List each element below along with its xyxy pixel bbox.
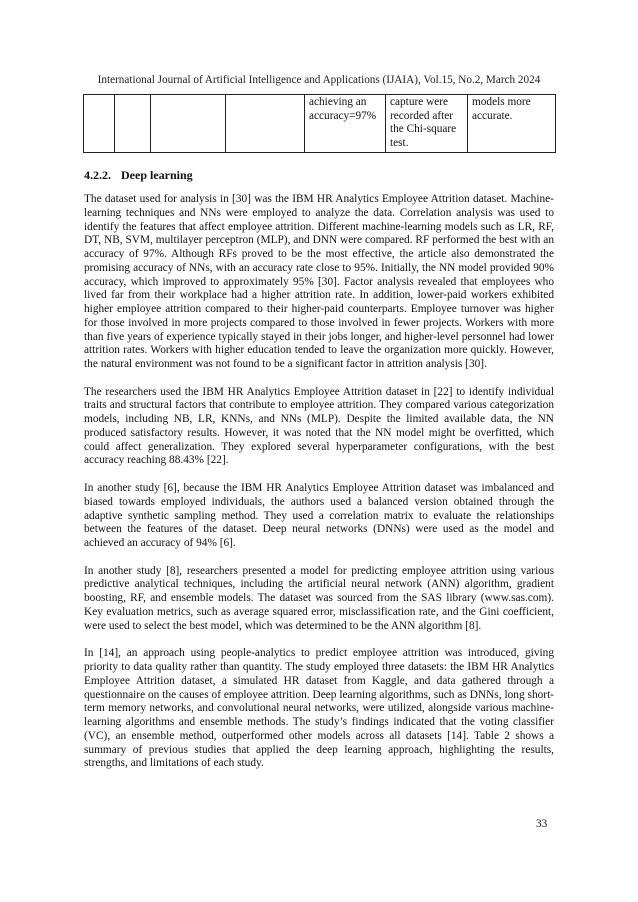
table-cell [115,95,151,153]
paragraph: In another study [8], researchers presented a model for predicting employee attrition using various predictive analytical techniques, including the artificial neural network (ANN) algorithm, gradient boosting, RF, and ensemble models. The dataset was sourced from the SAS library (www.sas.com). Key evaluation metrics, such as average squared error, misclassification rate, and the Gini coefficient, were used to select the best model, which was determined to be the ANN algorithm [8]. [84,564,554,632]
paragraph: In [14], an approach using people-analytics to predict employee attrition was introduced, giving priority to data quality rather than quantity. The study employed three datasets: the IBM HR Analytics Employee Attrition dataset, a simulated HR dataset from Kaggle, and data gathered through a questionnaire on the causes of employee attrition. Deep learning algorithms, such as DNNs, long short-term memory networks, and convolutional neural networks, were utilized, alongside various machine-learning algorithms and ensemble methods. The study’s findings indicated that the voting classifier (VC), an ensemble method, outperformed other models across all datasets [14]. Table 2 shows a summary of previous studies that applied the deep learning approach, highlighting the results, strengths, and limitations of each study. [84,647,554,770]
table-cell [226,95,305,153]
table-cell: achieving an accuracy=97% [305,95,386,153]
paragraph: The dataset used for analysis in [30] was the IBM HR Analytics Employee Attrition dataset. Machine-learning techniques and NNs were employed to analyze the data. Correlation analysis was used to identify the features that affect employee attrition. Different machine-learning models such as LR, RF, DT, NB, SVM, multilayer perceptron (MLP), and DNN were compared. RF performed the best with an accuracy of 97%. Although RFs proved to be the most effective, the article also demonstrated the promising accuracy of NNs, with an accuracy rate close to 95%. Initially, the NN model provided 90% accuracy, which improved to approximately 95% [30]. Factor analysis revealed that employees who lived far from their workplace had a higher attrition rate. In addition, lower-paid workers exhibited higher employee attrition compared to their higher-paid counterparts. Employee turnover was higher for those involved in more projects compared to those involved in fewer projects. Workers with more than five years of experience typically stayed in their jobs longer, and higher-level personnel had lower attrition rates. Workers with higher education tended to leave the organization more quickly. However, the natural environment was not found to be a significant factor in attrition analysis [30]. [84,193,554,370]
table-cell: capture were recorded after the Chi-square test. [386,95,468,153]
table-cell [151,95,226,153]
section-heading [84,168,193,183]
table-cell: models more accurate. [468,95,556,153]
section-title: Deep learning [121,168,193,182]
journal-header: International Journal of Artificial Intelligence and Applications (IJAIA), Vol.15, No.2, March 2024 [97,74,541,86]
page-number: 33 [536,818,548,830]
paragraph: The researchers used the IBM HR Analytics Employee Attrition dataset in [22] to identify individual traits and structural factors that contribute to employee attrition. They compared various categorization models, including NB, LR, KNNs, and NNs (MLP). Despite the limited available data, the NN produced satisfactory results. However, it was noted that the NN model might be overfitted, which could affect generalization. They explored several hyperparameter configurations, with the best accuracy reaching 88.43% [22]. [84,385,554,467]
paragraph: In another study [6], because the IBM HR Analytics Employee Attrition dataset was imbalanced and biased towards employed individuals, the authors used a balanced version obtained through the adaptive synthetic sampling method. They used a correlation matrix to evaluate the relationships between the features of the dataset. Deep neural networks (DNNs) were used as the model and achieved an accuracy of 94% [6]. [84,482,554,550]
section-number: 4.2.2. [84,168,111,182]
table-cell [84,95,115,153]
body-text [84,193,554,785]
table-continuation [83,94,556,153]
table-row [84,95,556,153]
